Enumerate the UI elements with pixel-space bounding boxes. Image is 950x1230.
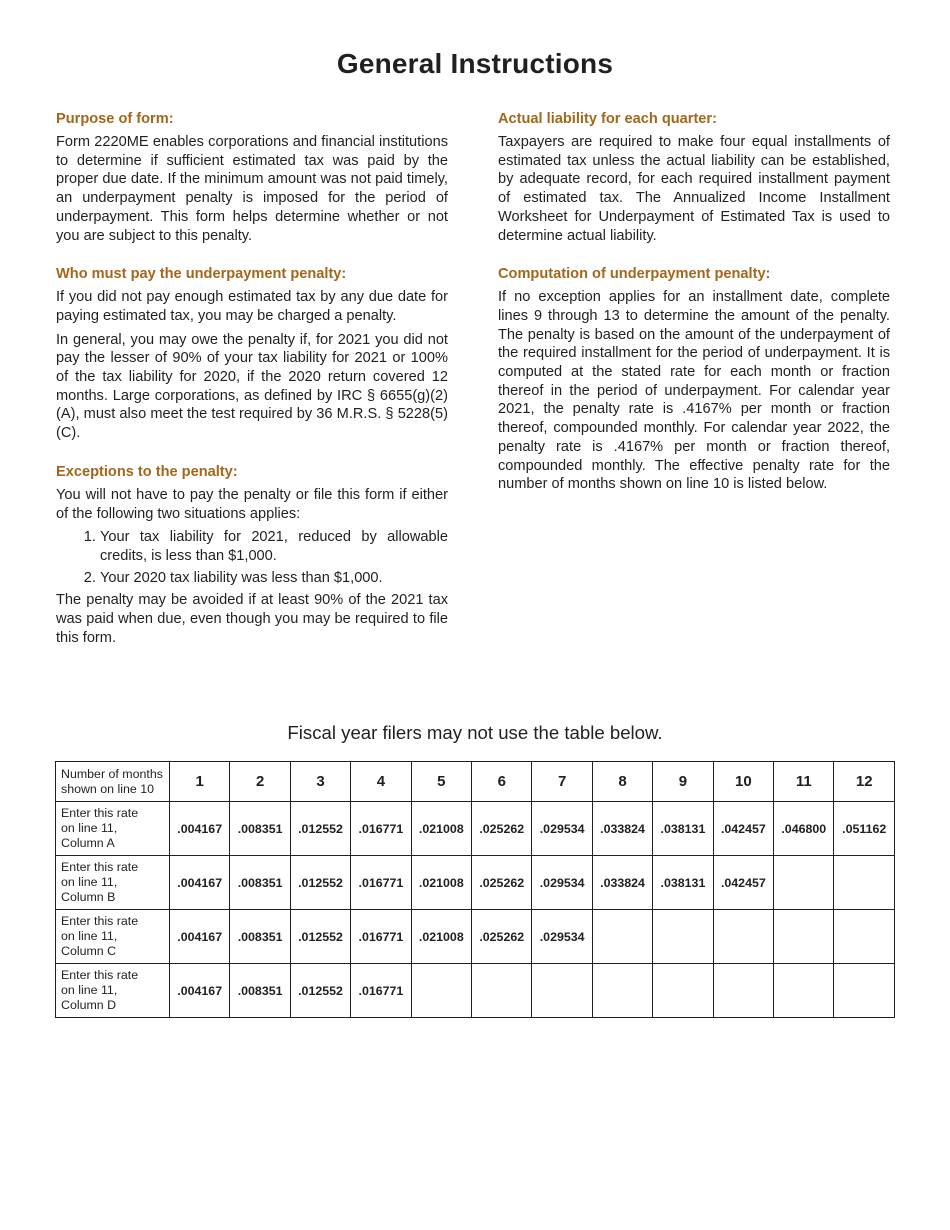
row-label-line: Column C bbox=[61, 944, 117, 958]
who-must-pay-heading: Who must pay the underpayment penalty: bbox=[56, 266, 347, 283]
rate-cell: .021008 bbox=[411, 802, 471, 856]
row-label-line: on line 11, bbox=[61, 929, 118, 943]
computation-heading: Computation of underpayment penalty: bbox=[498, 266, 771, 283]
rate-cell: .046800 bbox=[774, 802, 834, 856]
rate-cell: .025262 bbox=[472, 910, 532, 964]
table-note: Fiscal year filers may not use the table below. bbox=[287, 722, 663, 743]
row-label-line: Enter this rate bbox=[61, 968, 139, 982]
month-header-cell: 6 bbox=[472, 762, 532, 802]
row-label-line: on line 11, bbox=[61, 983, 118, 997]
rate-cell: .012552 bbox=[290, 964, 350, 1018]
rate-table-body bbox=[56, 762, 895, 1018]
rate-cell bbox=[592, 964, 652, 1018]
rate-cell: .012552 bbox=[290, 910, 350, 964]
actual-liability-heading: Actual liability for each quarter: bbox=[498, 111, 717, 127]
rate-cell: .033824 bbox=[592, 802, 652, 856]
rate-cell bbox=[713, 964, 773, 1018]
rate-cell: .004167 bbox=[170, 856, 230, 910]
row-label-line: Enter this rate bbox=[61, 860, 139, 874]
rate-cell: .016771 bbox=[351, 910, 411, 964]
who-must-pay-section bbox=[56, 264, 448, 443]
month-header-cell: 7 bbox=[532, 762, 592, 802]
rate-cell: .051162 bbox=[834, 802, 895, 856]
month-header-cell: 3 bbox=[290, 762, 350, 802]
actual-liability-text: Taxpayers are required to make four equal installments of estimated tax unless the actual liability can be established, by adequate record, for each required installment payment of estimated tax. The Annualized Income Installment Worksheet for Underpayment of Estimated Tax is used to determine actual liability. bbox=[498, 134, 890, 244]
rate-cell bbox=[834, 910, 895, 964]
row-label bbox=[56, 910, 170, 964]
month-header-cell: 8 bbox=[592, 762, 652, 802]
computation-section bbox=[498, 264, 890, 494]
actual-liability-section bbox=[498, 109, 890, 245]
row-label bbox=[56, 802, 170, 856]
rate-table bbox=[55, 761, 895, 1018]
rate-cell: .025262 bbox=[472, 802, 532, 856]
table-row bbox=[56, 964, 895, 1018]
rate-cell: .004167 bbox=[170, 964, 230, 1018]
month-header-cell: 1 bbox=[170, 762, 230, 802]
rate-cell: .029534 bbox=[532, 802, 592, 856]
who-must-pay-paragraph-1: If you did not pay enough estimated tax by any due date for paying estimated tax, you may be charged a penalty. bbox=[56, 289, 448, 324]
rate-cell: .021008 bbox=[411, 856, 471, 910]
rate-cell: .004167 bbox=[170, 802, 230, 856]
month-header-cell: 12 bbox=[834, 762, 895, 802]
row-label-line: Enter this rate bbox=[61, 806, 139, 820]
right-column bbox=[498, 109, 890, 513]
rate-cell: .042457 bbox=[713, 856, 773, 910]
page-title: General Instructions bbox=[336, 48, 614, 79]
rate-cell bbox=[532, 964, 592, 1018]
rate-cell: .029534 bbox=[532, 910, 592, 964]
table-header-row bbox=[56, 762, 895, 802]
rate-cell: .029534 bbox=[532, 856, 592, 910]
row-label-line: Enter this rate bbox=[61, 914, 139, 928]
rate-cell: .012552 bbox=[290, 802, 350, 856]
rate-cell bbox=[774, 964, 834, 1018]
row-label bbox=[56, 856, 170, 910]
rate-cell: .012552 bbox=[290, 856, 350, 910]
rate-cell: .008351 bbox=[230, 910, 290, 964]
row-label bbox=[56, 964, 170, 1018]
row-label-line: on line 11, bbox=[61, 875, 118, 889]
month-header-cell: 11 bbox=[774, 762, 834, 802]
row-label-line: on line 11, bbox=[61, 821, 118, 835]
exceptions-heading: Exceptions to the penalty: bbox=[56, 463, 238, 480]
rate-cell: .038131 bbox=[653, 856, 713, 910]
rate-cell: .016771 bbox=[351, 802, 411, 856]
month-header-cell: 2 bbox=[230, 762, 290, 802]
row-label-line: Column A bbox=[61, 836, 115, 850]
row-label-line: Column B bbox=[61, 890, 116, 904]
month-header-cell: 10 bbox=[713, 762, 773, 802]
rate-cell bbox=[774, 856, 834, 910]
rate-cell bbox=[411, 964, 471, 1018]
rate-cell: .016771 bbox=[351, 856, 411, 910]
month-header-cell: 5 bbox=[411, 762, 471, 802]
rate-cell bbox=[653, 964, 713, 1018]
rate-cell: .042457 bbox=[713, 802, 773, 856]
exceptions-closing: The penalty may be avoided if at least 90% of the 2021 tax was paid when due, even though you may be required to file this form. bbox=[56, 592, 448, 646]
rate-cell bbox=[713, 910, 773, 964]
rate-cell bbox=[653, 910, 713, 964]
rate-cell bbox=[592, 910, 652, 964]
exceptions-list-item: 2. Your 2020 tax liability was less than $1,000. bbox=[100, 569, 448, 588]
rate-cell: .038131 bbox=[653, 802, 713, 856]
rate-cell bbox=[834, 964, 895, 1018]
rate-cell: .021008 bbox=[411, 910, 471, 964]
computation-text: If no exception applies for an installment date, complete lines 9 through 13 to determine the amount of the penalty. The penalty is based on the amount of the underpayment of the required installment for the period of underpayment. It is computed at the stated rate for each month or fraction thereof in the period of underpayment. For calendar year 2021, the penalty rate is .4167% per month or fraction thereof, compounded monthly. For calendar year 2022, the penalty rate is .4167% per month or fraction thereof, compounded monthly. The effective penalty rate for the number of months shown on line 10 is listed below. bbox=[498, 289, 890, 493]
rate-cell: .008351 bbox=[230, 856, 290, 910]
left-column bbox=[56, 109, 448, 666]
rate-cell bbox=[834, 856, 895, 910]
table-row bbox=[56, 802, 895, 856]
table-row bbox=[56, 856, 895, 910]
row-label-line: Number of months bbox=[61, 766, 163, 781]
month-header-cell: 4 bbox=[351, 762, 411, 802]
table-row bbox=[56, 910, 895, 964]
rate-cell: .025262 bbox=[472, 856, 532, 910]
exceptions-section bbox=[56, 462, 448, 648]
exceptions-intro: You will not have to pay the penalty or file this form if either of the following two situations applies: bbox=[56, 486, 448, 522]
rate-cell: .008351 bbox=[230, 802, 290, 856]
purpose-section bbox=[56, 109, 448, 245]
row-label-line: shown on line 10 bbox=[61, 781, 154, 796]
rate-cell: .008351 bbox=[230, 964, 290, 1018]
who-must-pay-paragraph-2: In general, you may owe the penalty if, for 2021 you did not pay the lesser of 90% of your tax liability for 2021 or 100% of the tax liability for 2020, if the 2020 return covered 12 months. Large corporations, as defined by IRC § 6655(g)(2)(A), must also meet the test required by 36 M.R.S. § 5228(5)(C). bbox=[56, 331, 448, 442]
month-header-cell: 9 bbox=[653, 762, 713, 802]
exceptions-list bbox=[56, 528, 448, 587]
rate-cell: .004167 bbox=[170, 910, 230, 964]
purpose-heading: Purpose of form: bbox=[56, 111, 174, 127]
purpose-text: Form 2220ME enables corporations and financial institutions to determine if sufficient estimated tax was paid by the proper due date. If the minimum amount was not paid timely, an underpayment penalty is imposed for the period of underpayment. This form helps determine whether or not you are subject to this penalty. bbox=[56, 134, 448, 244]
rate-cell: .033824 bbox=[592, 856, 652, 910]
rate-cell bbox=[774, 910, 834, 964]
rate-cell bbox=[472, 964, 532, 1018]
months-header-label bbox=[56, 762, 170, 802]
rate-cell: .016771 bbox=[351, 964, 411, 1018]
row-label-line: Column D bbox=[61, 998, 117, 1012]
exceptions-list-item: 1. Your tax liability for 2021, reduced by allowable credits, is less than $1,000. bbox=[100, 528, 448, 565]
